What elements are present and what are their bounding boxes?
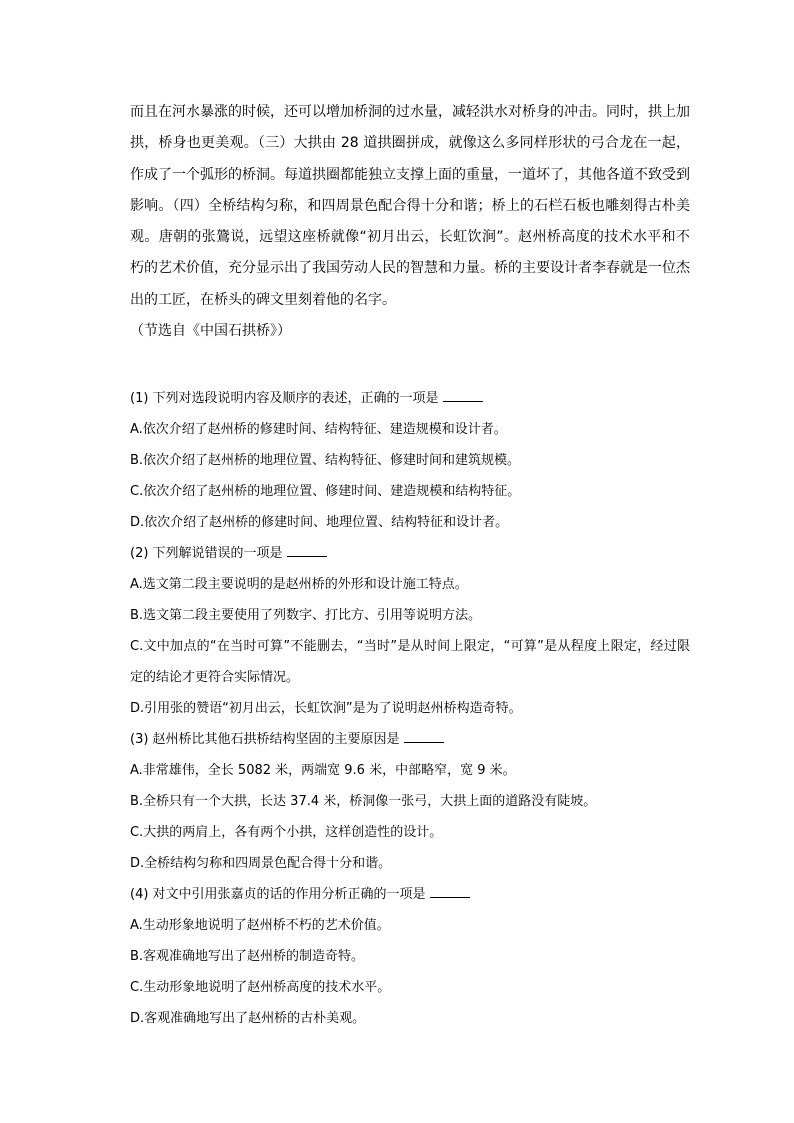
option-d: D.全桥结构匀称和四周景色配合得十分和谐。 [130,856,392,872]
answer-blank[interactable] [287,544,327,557]
option-c: C.生动形象地说明了赵州桥高度的技术水平。 [130,980,391,996]
option-b: B.选文第二段主要使用了列数字、打比方、引用等说明方法。 [130,608,482,624]
option-d: D.依次介绍了赵州桥的修建时间、地理位置、结构特征和设计者。 [130,515,509,531]
option-c: C.依次介绍了赵州桥的地理位置、修建时间、建造规模和结构特征。 [130,484,521,500]
option-c: C.文中加点的“在当时可算”不能删去，“当时”是从时间上限定，“可算”是从程度上限定，经过限定的结论才更符合实际情况。 [130,639,690,686]
reading-passage [130,97,690,347]
question-3 [130,724,690,879]
question-stem: (4) 对文中引用张嘉贞的话的作用分析正确的一项是 [130,879,690,910]
option-b: B.依次介绍了赵州桥的地理位置、结构特征、修建时间和建筑规模。 [130,453,521,469]
option-b: B.全桥只有一个大拱，长达 37.4 米，桥洞像一张弓，大拱上面的道路没有陡坡。 [130,794,597,810]
option-b: B.客观准确地写出了赵州桥的制造奇特。 [130,949,365,965]
passage-source: （节选自《中国石拱桥》） [130,323,291,340]
option-a: A.选文第二段主要说明的是赵州桥的外形和设计施工特点。 [130,577,468,593]
option-d: D.客观准确地写出了赵州桥的古朴美观。 [130,1011,366,1027]
answer-blank[interactable] [404,730,444,743]
option-a: A.依次介绍了赵州桥的修建时间、结构特征、建造规模和设计者。 [130,422,507,438]
question-stem: (2) 下列解说错误的一项是 [130,538,690,569]
question-1 [130,383,690,538]
passage-paragraph: 而且在河水暴涨的时候，还可以增加桥洞的过水量，减轻洪水对桥身的冲击。同时，拱上加拱，桥身也更美观。（三）大拱由 28 道拱圈拼成，就像这么多同样形状的弓合龙在一起，作成了一个弧形的桥洞。每道拱圈都能独立支撑上面的重量，一道坏了，其他各道不致受到影响。（四）全桥结构匀称，和四周景色配合得十分和谐；桥上的石栏石板也雕刻得古朴美观。唐朝的张鷟说，远望这座桥就像“初月出云，长虹饮涧”。赵州桥高度的技术水平和不朽的艺术价值，充分显示出了我国劳动人民的智慧和力量。桥的主要设计者李春就是一位杰出的工匠，在桥头的碑文里刻着他的名字。 [130,104,690,308]
option-a: A.非常雄伟，全长 5082 米，两端宽 9.6 米，中部略窄，宽 9 米。 [130,763,516,779]
question-4 [130,879,690,1034]
question-stem: (3) 赵州桥比其他石拱桥结构坚固的主要原因是 [130,724,690,755]
question-stem: (1) 下列对选段说明内容及顺序的表述，正确的一项是 [130,383,690,414]
document-page [130,97,690,1034]
answer-blank[interactable] [443,389,483,402]
option-d: D.引用张的赞语“初月出云，长虹饮涧”是为了说明赵州桥构造奇特。 [130,701,522,717]
option-c: C.大拱的两肩上，各有两个小拱，这样创造性的设计。 [130,825,443,841]
question-2 [130,538,690,724]
option-a: A.生动形象地说明了赵州桥不朽的艺术价值。 [130,918,390,934]
answer-blank[interactable] [430,885,470,898]
question-list [130,383,690,1034]
